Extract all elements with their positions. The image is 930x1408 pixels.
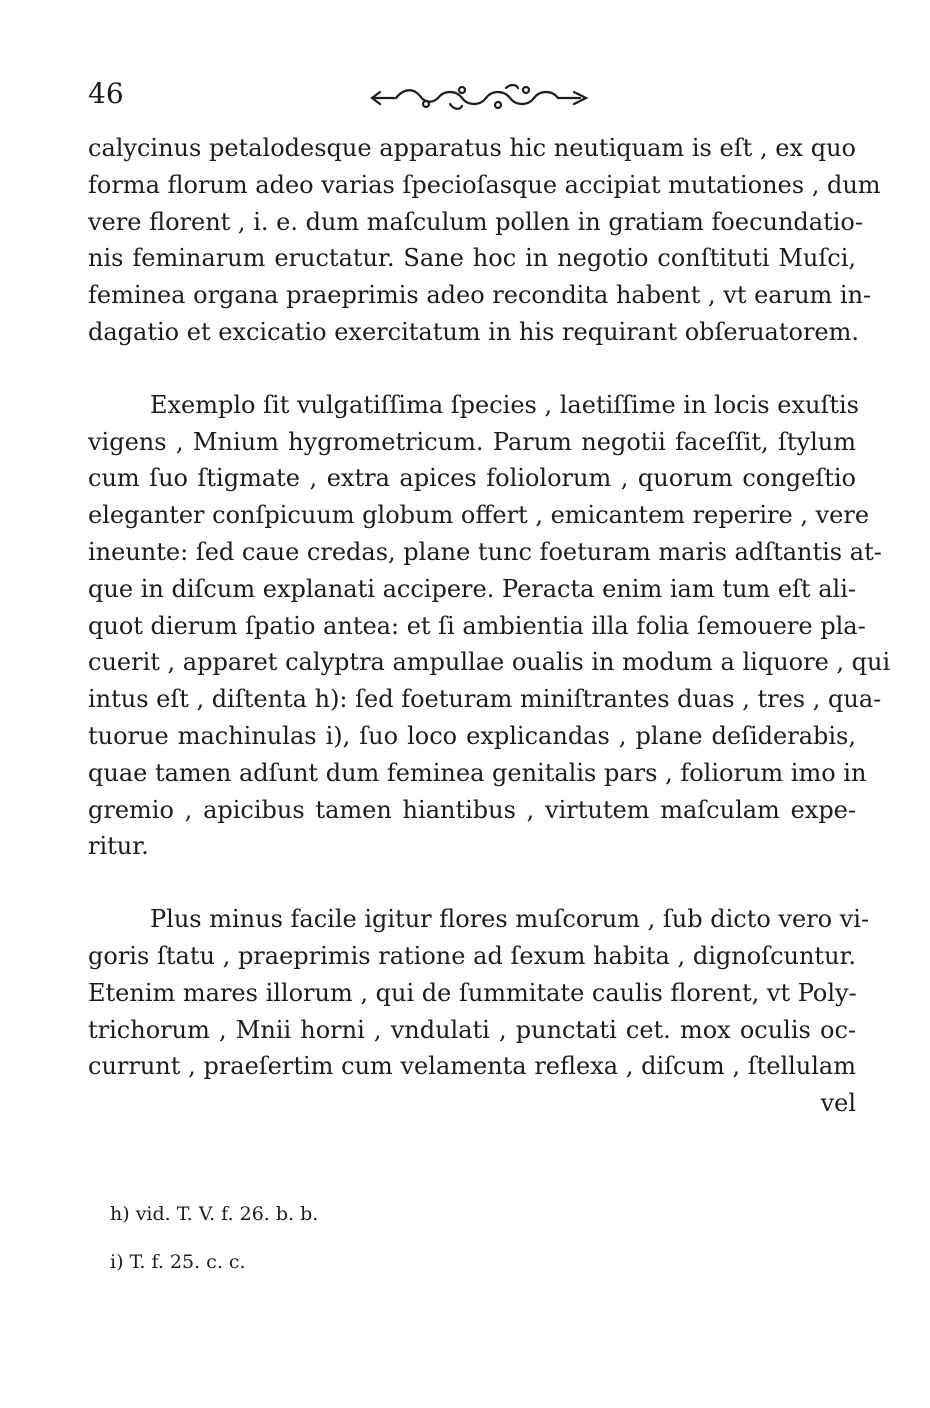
text-line: que in diſcum explanati accipere. Peracta enim iam tum eſt ali- [88, 574, 856, 603]
text-line: trichorum , Mnii horni , vndulati , punctati cet. mox oculis oc- [88, 1015, 856, 1044]
text-line: cuerit , apparet calyptra ampullae oualis in modum a liquore , qui [88, 648, 891, 677]
text-line: nis feminarum eructatur. Sane hoc in negotio conſtituti Muſci, [88, 244, 856, 273]
text-line: Etenim mares illorum , qui de ſummitate caulis florent, vt Poly- [88, 978, 857, 1007]
text-line: vigens , Mnium hygrometricum. Parum negotii faceſſit, ſtylum [88, 427, 856, 456]
text-line: currunt , praeſertim cum velamenta reflexa , diſcum , ſtellulam [88, 1052, 856, 1081]
footnote-h: h) vid. T. V. f. 26. b. b. [110, 1203, 319, 1225]
text-line: intus eſt , diſtenta h): ſed foeturam miniſtrantes duas , tres , qua- [88, 685, 882, 714]
text-line: dagatio et excicatio exercitatum in his requirant obſeruatorem. [88, 317, 860, 346]
text-line: forma florum adeo varias ſpecioſasque accipiat mutationes , dum [88, 170, 881, 199]
paragraph-gap [88, 351, 856, 387]
text-line: eleganter conſpicuum globum offert , emicantem reperire , vere [88, 501, 870, 530]
text-line: quae tamen adſunt dum feminea genitalis pars , foliorum imo in [88, 758, 867, 787]
text-line: cum ſuo ſtigmate , extra apices foliolorum , quorum congeſtio [88, 464, 856, 493]
text-line: ritur. [88, 832, 149, 861]
paragraph-3 [88, 901, 870, 1122]
page-header [88, 78, 858, 118]
page-number: 46 [88, 77, 124, 110]
catchword: vel [820, 1089, 856, 1118]
text-line: vere florent , i. e. dum maſculum pollen in gratiam foecundatio- [88, 207, 863, 236]
paragraph-2 [88, 387, 891, 865]
footnotes [110, 1190, 318, 1286]
text-line: feminea organa praeprimis adeo recondita habent , vt earum in- [88, 281, 872, 310]
text-line: Plus minus facile igitur flores muſcorum , ſub dicto vero vi- [150, 905, 870, 934]
paragraph-gap [88, 865, 856, 901]
text-line: tuorue machinulas i), ſuo loco explicandas , plane deſiderabis, [88, 721, 856, 750]
text-line: Exemplo ſit vulgatiſſima ſpecies , laetiſſime in locis exuſtis [150, 390, 859, 419]
ornament-icon [366, 82, 594, 114]
text-line: ineunte: ſed caue credas, plane tunc foeturam maris adſtantis at- [88, 537, 882, 566]
text-line: quot dierum ſpatio antea: et ſi ambientia illa folia ſemouere pla- [88, 611, 866, 640]
main-text [88, 130, 891, 1122]
text-line: goris ſtatu , praeprimis ratione ad ſexum habita , dignoſcuntur. [88, 941, 856, 970]
footnote-i: i) T. f. 25. c. c. [110, 1251, 246, 1273]
paragraph-1 [88, 130, 881, 351]
text-line: calycinus petalodesque apparatus hic neutiquam is eſt , ex quo [88, 134, 856, 162]
text-line: gremio , apicibus tamen hiantibus , virtutem maſculam expe- [88, 795, 856, 824]
